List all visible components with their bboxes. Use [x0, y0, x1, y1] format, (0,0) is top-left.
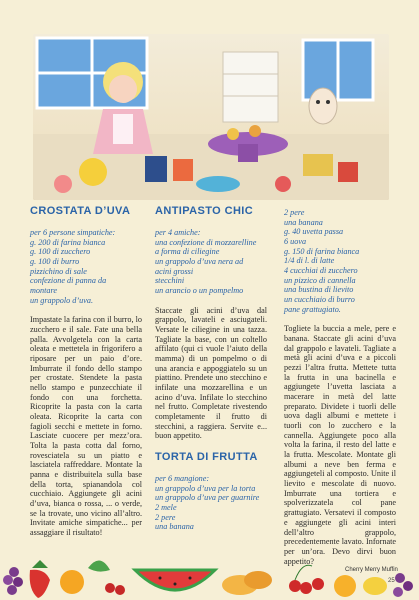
ingredients-torta: per 6 mangione: un grappolo d’uva per la torta un grappolo d’uva per guarnire 2 mele 2 pere una banana: [155, 474, 260, 532]
recipe-title-crostata: CROSTATA D’UVA: [30, 205, 131, 217]
fruit-border-illustration: [0, 540, 419, 600]
column-crostata: [30, 205, 142, 538]
recipe-title-torta: TORTA DI FRUTTA: [155, 451, 258, 464]
method-antipasto: Staccate gli acini d’uva dal grappolo, lavateli e asciugateli. Versate le ciliegine in una tazza. Tagliate la base, con un coltello affilato (qui ci vuole l’aiuto della mamma) di un pompelmo o di una arancia e appoggiatelo su un piattino. Prendete uno stecchino e infilate una mozzarellina e un acino d’uva. Infilate lo stecchino nel frutto. Completate rivestendo completamente il frutto di stecchini, a raggiera. Servite e... buon appetito.: [155, 305, 267, 441]
column-torta-continued: [284, 208, 396, 566]
toy-kitchen-photo: [33, 34, 389, 200]
photo-credit: Cherry Merry Muffin: [345, 567, 398, 573]
ingredients-torta-continued: 2 pere una banana g. 40 uvetta passa 6 uova g. 150 di farina bianca 1/4 di l. di latte 4 cucchiai di zucchero un pizzico di cannella una bustina di lievito un cucchiaio di burro pane grattugiato.: [284, 208, 360, 314]
page-number: 25: [388, 578, 395, 584]
grapes-icon: [3, 567, 23, 595]
column-antipasto: [155, 205, 267, 542]
photo-illustration: [33, 34, 389, 200]
method-torta: Togliete la buccia a mele, pere e banana. Staccate gli acini d’uva dal grappolo e lavateli. Tagliate a metà gli acini d’uva e a piccoli pezzi l’altra frutta. Mettete tutta la frutta in una bacinella e aggiungete l’uvetta lasciata a macerare in metà del latte preparato. Dividete i tuorli delle uova dagli albumi e mettete i tuorli con lo zucchero e la cannella. Aggiungete poco alla volta la farina, il resto del latte e la frutta. Mescolate. Montate gli albumi a neve ben ferma e aggiungeteli al composto. Unite il lievito e mescolate di nuovo. Imburrate una tortiera e spolverizzatela col pane grattugiato. Versatevi il composto e aggiungete gli acini interi dell’altro grappolo, precedentemente lavato. Infornate per un’ora. Devo dirvi buon appetito?: [284, 324, 396, 566]
ingredients-antipasto: per 4 amiche: una confezione di mozzarelline a forma di ciliegine un grappolo d’uva nera ad acini grossi stecchini un arancio o un pompelmo: [155, 227, 257, 295]
method-crostata: Impastate la farina con il burro, lo zucchero e il sale. Fate una bella palla. Avvolgetela con la carta oleata e mettetela in frigorifero a riposare per un paio d’ore. Imburrate il fondo dello stampo per crostate. Stendete la pasta nello stampo e punzecchiate il fondo con una forchetta. Ricoprite la pasta con la carta oleata. Ricoprite la carta con fagioli secchi e mettete in forno. Lasciate cuocere per mezz’ora. Tolta la pasta cotta dal forno, rovesciatela su un piatto e lasciatela raffreddare. Montate la panna e distribuitela sulla base della torta, spianandola col cucchiaio. Aggiungete gli acini d’uva, bianca o rossa, ... o verde, se la trovate, uno vicino all’altro. Invitate amiche simpatiche... per assaggiare il risultato!: [30, 315, 142, 538]
recipe-title-antipasto: ANTIPASTO CHIC: [155, 205, 254, 217]
ingredients-crostata: per 6 persone simpatiche: g. 200 di farina bianca g. 100 di zucchero g. 100 di burro pizzichino di sale confezione di panna da montare un grappolo d’uva.: [30, 227, 116, 305]
